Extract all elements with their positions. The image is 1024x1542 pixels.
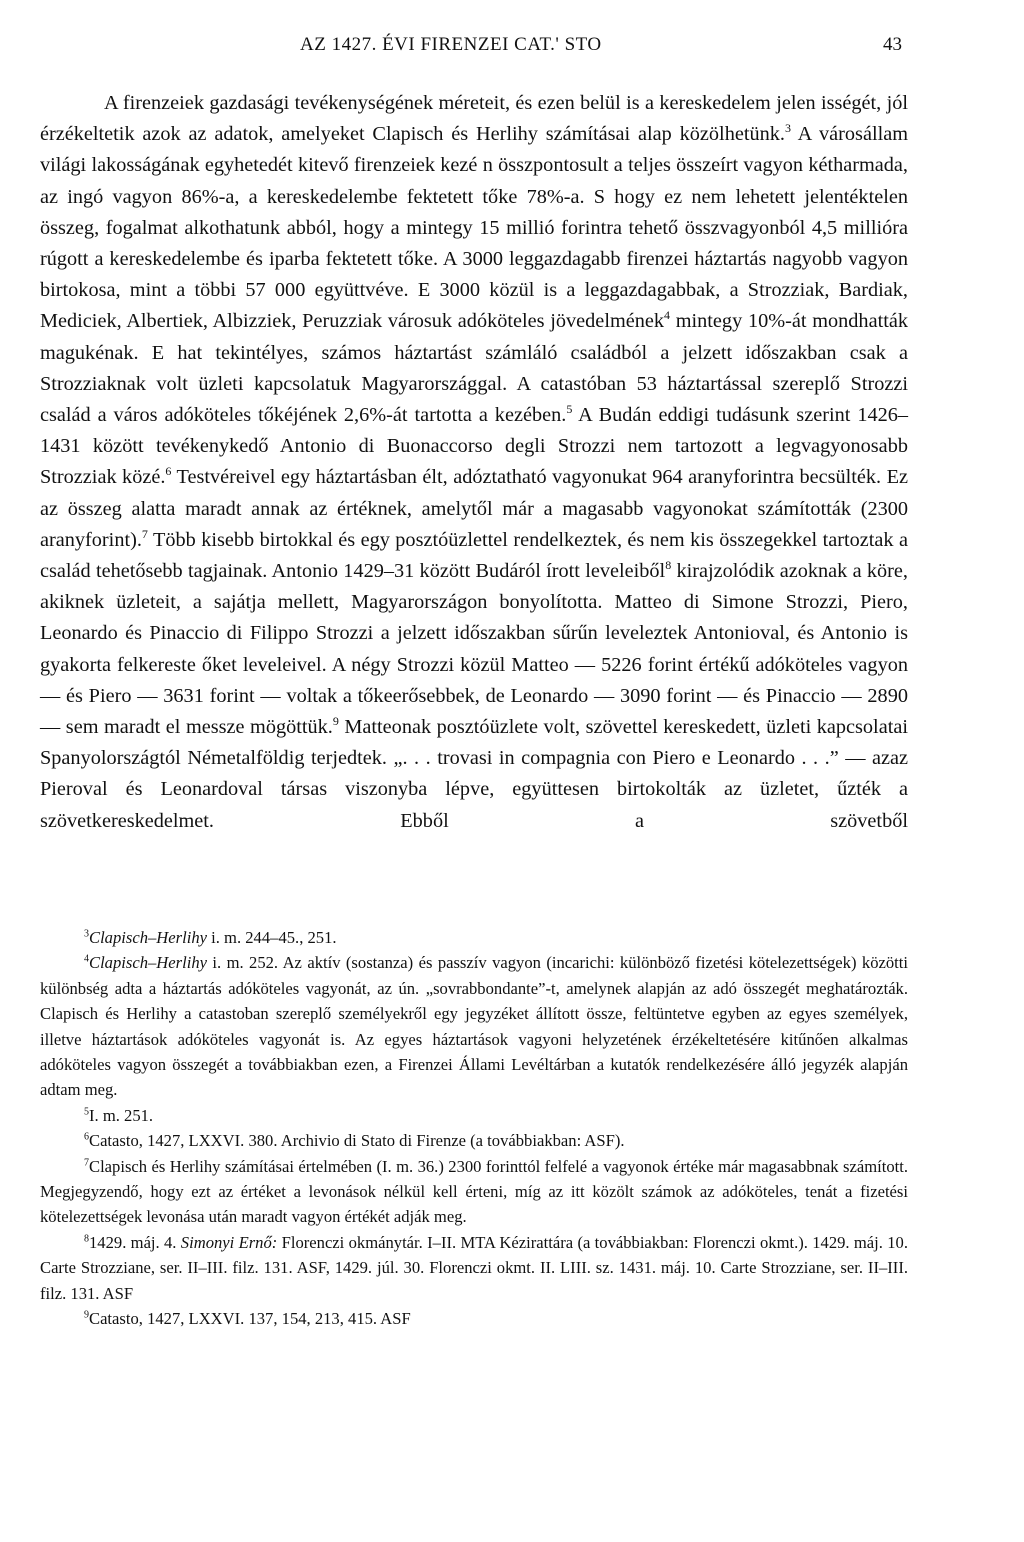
footnote-author: Simonyi Ernő: [180, 1232, 278, 1252]
body-line: azoknak a köre, akiknek üzleteit, a sajátja mellett, Magyarországon bonyolította. [40, 560, 908, 614]
body-line: Több kisebb [152, 528, 255, 551]
body-line: legvagyonosabb Strozziak közé. [40, 435, 908, 489]
body-line: kapcsolatuk Magyarországgal. A catastóban 53 háztartással szereplő Strozzi család a város [40, 372, 908, 427]
body-line: forint — voltak a tőkeerősebbek, de Leonardo — 3090 forint — és Pinaccio — 2890 — sem [40, 684, 908, 739]
footnote-ref: 9 [332, 714, 339, 729]
body-line: háztartás nagyobb vagyon birtokosa, mint a többi 57 000 együttvéve. E 3000 közül is a [40, 248, 908, 302]
footnote-number: 7 [84, 1157, 89, 1169]
footnote-8 [40, 1230, 908, 1306]
footnote-ref: 4 [664, 308, 671, 323]
footnotes-section [40, 925, 908, 1332]
running-title: AZ 1427. ÉVI FIRENZEI CAT.' STO [300, 34, 602, 55]
body-line: jelen isségét, jól érzékeltetik azok az adatok, amelyeket Clapisch és Herlihy számításai [40, 92, 909, 146]
footnote-text: I. m. 251. [89, 1105, 154, 1125]
body-line: con Piero e Leonardo . . .” — azaz Pieroval és Leonardoval társas viszonyba lépve, [40, 747, 908, 801]
main-body-text [40, 88, 908, 837]
footnote-number: 4 [84, 953, 89, 965]
body-line: tehetősebb tagjainak. Antonio 1429–31 között Budáról írott leveleiből [95, 560, 666, 583]
footnote-number: 6 [84, 1131, 89, 1143]
footnote-date: 1429. máj. 4. [89, 1232, 181, 1252]
body-line: kezé n összpontosult a teljes összeírt vagyon kétharmada, az ingó vagyon 86%-a, a [40, 154, 908, 208]
body-line: Matteonak posztóüzlete volt, szövettel kereskedett, [344, 716, 761, 739]
body-line: A városállam világi lakosságának egyhetedét kitevő firenzeiek [40, 123, 908, 177]
footnote-number: 9 [84, 1309, 89, 1321]
footnote-7 [40, 1154, 908, 1230]
body-line: A firenzeiek gazdasági tevékenységének méreteit, és ezen belül is a kereskedelem [104, 92, 771, 114]
body-line: vagyonukat 964 aranyforintra becsülték. Ez az összeg alatta maradt annak az értéknek, [40, 466, 908, 520]
footnote-text: Catasto, 1427, LXXVI. 137, 154, 213, 415. ASF [89, 1309, 411, 1329]
body-line: A Budán eddigi tudásunk szerint [578, 404, 851, 427]
body-line: Matteo di Simone Strozzi, Piero, Leonardo és Pinaccio di Filippo Strozzi a jelzett [40, 591, 908, 645]
body-line: maradt el messze mögöttük. [103, 716, 333, 739]
body-line: adóköteles jövedelmének [457, 310, 665, 333]
footnote-3 [40, 925, 908, 950]
footnote-ref: 3 [784, 121, 791, 136]
body-line: millióra rúgott a kereskedelembe és iparba fektetett tőke. A 3000 leggazdagabb firenzei [40, 216, 908, 271]
body-line: mintegy 10%-át mondhatták magukénak. E hat tekintélyes, [40, 310, 908, 364]
footnote-ref: 8 [665, 558, 672, 573]
body-line: amelytől már a magasabb vagyonokat számították (2300 aranyforint). [40, 497, 909, 551]
footnote-9 [40, 1306, 908, 1331]
footnote-ref: 6 [165, 464, 172, 479]
body-line: üzleti kapcsolatai Spanyolországtól Németalföldig terjedtek. „. . . trovasi in compagnia [40, 716, 908, 770]
body-line: kirajzolódik [676, 560, 775, 583]
footnote-author: Clapisch–Herlihy [89, 953, 207, 973]
body-line: számos háztartást számláló családból a jelzett időszakban csak a Strozziaknak volt üzleti [40, 341, 908, 395]
footnote-number: 5 [84, 1106, 89, 1118]
footnote-4 [40, 950, 908, 1102]
body-line: fogalmat alkothatunk abból, hogy a mintegy 15 millió forintra tehető összvagyonból 4,5 [105, 216, 838, 239]
body-line: együttesen birtokolták az üzletet, űzték a szövetkereskedelmet. Ebből a szövetből [40, 778, 908, 832]
body-line: A négy Strozzi közül Matteo — 5226 forint értékű adóköteles vagyon — és Piero — 3631 [40, 653, 908, 707]
footnote-ref: 7 [141, 527, 148, 542]
footnote-text: i. m. 244–45., 251. [207, 928, 337, 947]
body-line: Testvéreivel egy háztartásban élt, adóztatható [176, 466, 547, 489]
body-line: leggazdagabbak, a Strozziak, Bardiak, Mediciek, Albertiek, Albizziek, Peruzziak városuk [40, 279, 908, 333]
page-number: 43 [883, 34, 902, 55]
footnote-text: Clapisch és Herlihy számításai értelmében (I. m. 36.) 2300 forinttól felfelé a vagyonok értéke már magasabbnak számított. Megjegyzendő, hogy ezt az értéket a levonások nélkül kell érteni, míg az itt közölt számok az adóköteles, tenát a fizetési kötelezettségek levonása után maradt vagyon értékét adják meg. [40, 1156, 908, 1227]
body-line: birtokkal és egy posztóüzlettel rendelkeztek, és nem kis összegekkel tartoztak a család [40, 528, 908, 583]
footnote-ref: 5 [566, 402, 573, 417]
body-line: alap közölhetünk. [638, 123, 785, 146]
footnote-author: Clapisch–Herlihy [89, 928, 207, 947]
footnote-number: 3 [84, 928, 89, 940]
page-header [0, 34, 1024, 64]
footnote-text: Florenczi okmánytár. I–II. MTA Kézirattára (a továbbiakban: Florenczi okmt.). 1429. máj. 10. Carte Strozziane, ser. II–III. filz. 131. ASF, 1429. júl. 30. Florenczi okmt. II. LIII. sz. 1431. máj. 10. Carte Strozziane, ser. II–III. filz. 131. ASF [40, 1232, 908, 1303]
body-paragraph [40, 88, 908, 837]
body-line: időszakban sűrűn leveleztek Antonioval, és Antonio is gyakorta felkereste őket leveleivel. [40, 622, 908, 676]
footnote-number: 8 [84, 1233, 89, 1245]
footnote-5 [40, 1103, 908, 1128]
body-line: 1426–1431 között tevékenykedő Antonio di Buonaccorso degli Strozzi nem tartozott a [40, 404, 909, 458]
body-line: kereskedelembe fektetett tőke 78%-a. S hogy ez nem lehetett jelentéktelen összeg, [40, 185, 908, 239]
footnote-text: i. m. 252. Az aktív (sostanza) és passzív vagyon (incarichi: különböző fizetési kötelezettségek) közötti különbség adta a háztartás adóköteles vagyonát, az ún. „sovrabbondante”-t, amelynek alapján az adó összegét meghatározták. Clapisch és Herlihy a catastoban szereplő személyekről egy jegyzéket állított össze, feltüntetve egyben az egyes személyek, illetve háztartások adóköteles vagyonát is. Az egyes háztartások vagyoni helyzetének érzékeltetésére kitűnően alkalmas adóköteles vagyon összegét a továbbiakban ezen, a Firenzei Állami Levéltárban a kutatók rendelkezésére álló jegyzék alapján adtam meg. [40, 953, 908, 1100]
body-line: adóköteles tőkéjének 2,6%-át tartotta a kezében. [164, 404, 567, 427]
footnote-6 [40, 1128, 908, 1153]
footnote-text: Catasto, 1427, LXXVI. 380. Archivio di Stato di Firenze (a továbbiakban: ASF). [89, 1131, 625, 1151]
